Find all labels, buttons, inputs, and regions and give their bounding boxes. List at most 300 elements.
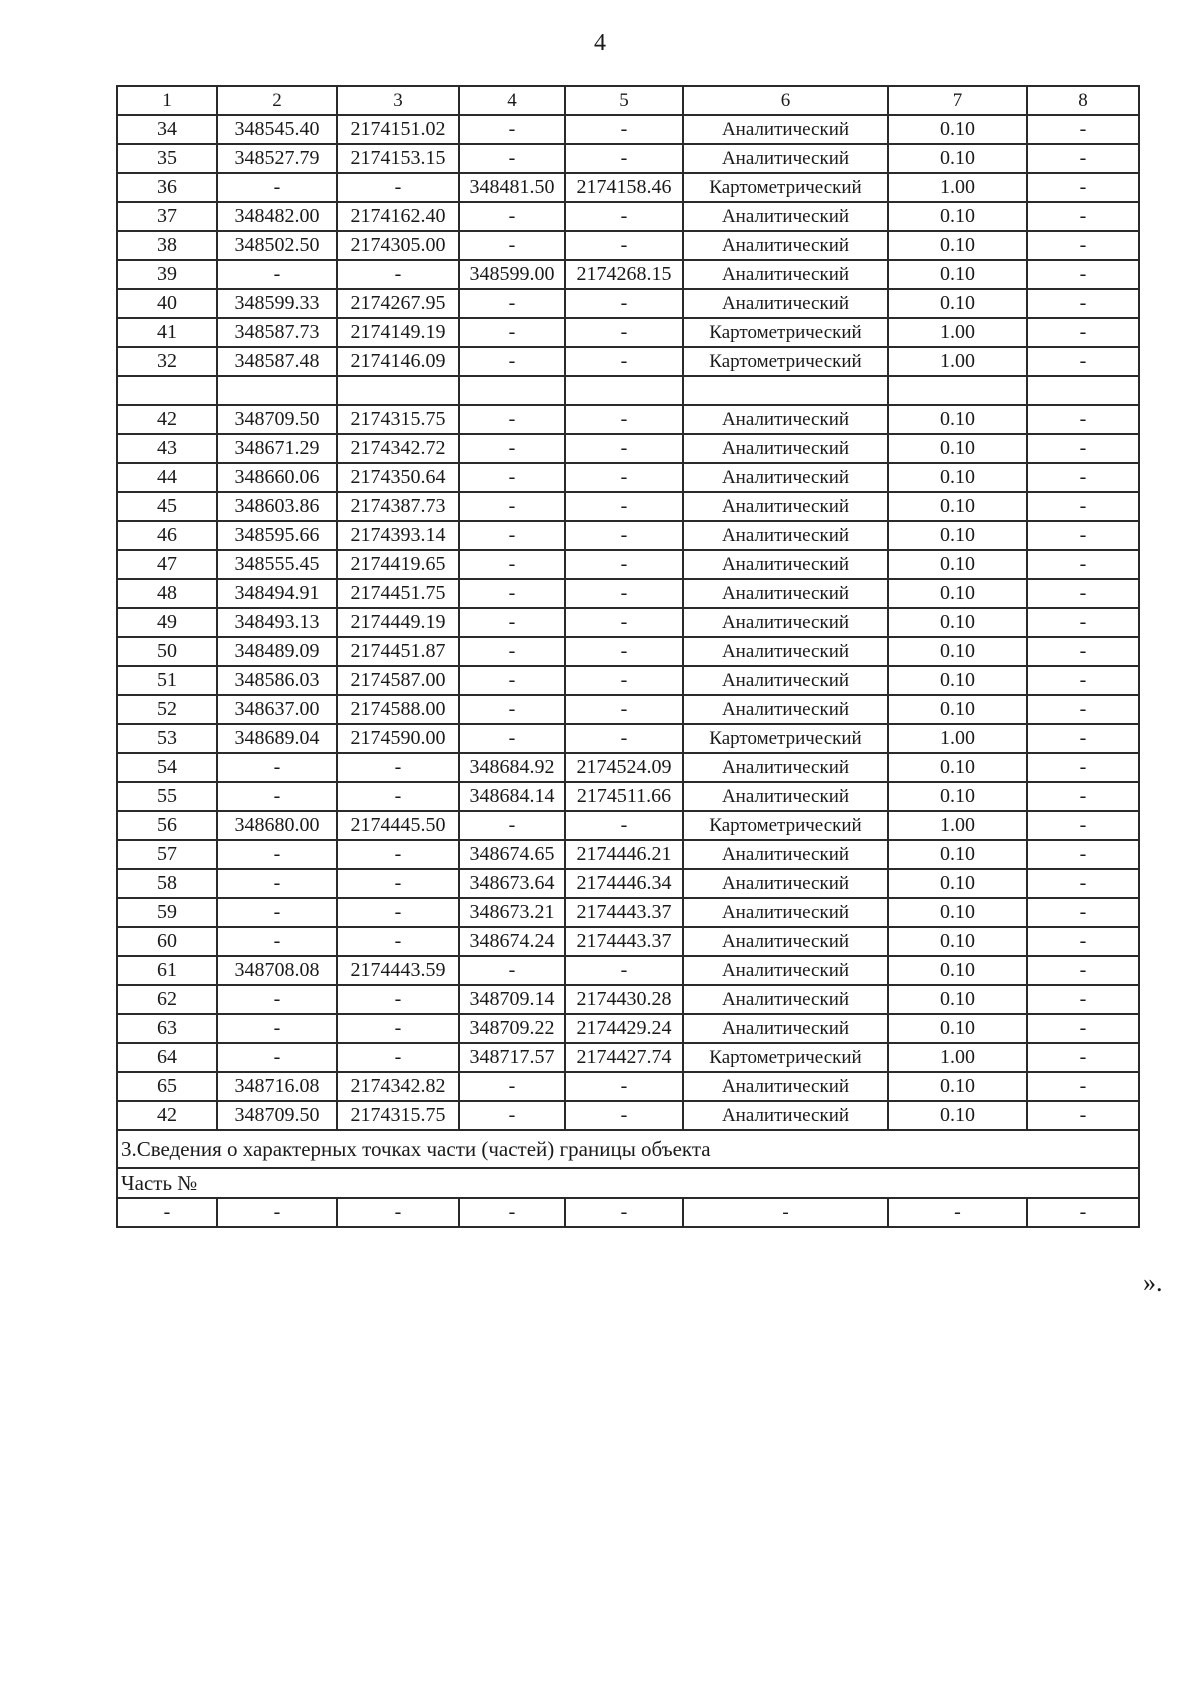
cell-col-8: - (1027, 347, 1139, 376)
cell-col-5: 2174427.74 (565, 1043, 683, 1072)
cell-col-4: - (459, 521, 565, 550)
cell-col-6: 6 (683, 86, 888, 115)
cell-col-4: 348684.92 (459, 753, 565, 782)
cell-col-3: 2174315.75 (337, 405, 459, 434)
coordinates-table (116, 85, 1140, 1228)
cell-col-4: - (459, 434, 565, 463)
cell-col-6: Аналитический (683, 898, 888, 927)
cell-col-6: Аналитический (683, 753, 888, 782)
cell-col-5: 2174446.34 (565, 869, 683, 898)
cell-col-3: 2174449.19 (337, 608, 459, 637)
cell-col-7: 0.10 (888, 289, 1027, 318)
table-row (117, 811, 1139, 840)
cell-col-6: Аналитический (683, 463, 888, 492)
cell-col-8: - (1027, 173, 1139, 202)
cell-col-2: - (217, 1198, 337, 1227)
cell-col-7: 1.00 (888, 318, 1027, 347)
cell-col-3: 2174342.82 (337, 1072, 459, 1101)
cell-col-7: - (888, 1198, 1027, 1227)
cell-col-7: 0.10 (888, 434, 1027, 463)
table-row (117, 666, 1139, 695)
cell-col-5: - (565, 463, 683, 492)
cell-col-4: - (459, 1072, 565, 1101)
table-row (117, 1014, 1139, 1043)
cell-col-2: 348595.66 (217, 521, 337, 550)
cell-col-4: - (459, 811, 565, 840)
cell-col-5: 2174268.15 (565, 260, 683, 289)
cell-col-4: - (459, 405, 565, 434)
cell-col-7: 0.10 (888, 463, 1027, 492)
cell-col-1: 43 (117, 434, 217, 463)
cell-col-5: - (565, 724, 683, 753)
cell-col-8: - (1027, 724, 1139, 753)
cell-col-3: - (337, 1014, 459, 1043)
cell-col-7: 1.00 (888, 811, 1027, 840)
cell-col-8: - (1027, 550, 1139, 579)
cell-col-7: 0.10 (888, 202, 1027, 231)
cell-col-3: 2174588.00 (337, 695, 459, 724)
cell-col-6: Аналитический (683, 521, 888, 550)
cell-col-4: - (459, 608, 565, 637)
cell-col-8: - (1027, 840, 1139, 869)
cell-col-8 (1027, 376, 1139, 405)
cell-col-1: 53 (117, 724, 217, 753)
cell-col-5: - (565, 1101, 683, 1130)
cell-col-5: - (565, 405, 683, 434)
cell-col-5: 2174443.37 (565, 898, 683, 927)
cell-col-2: 348502.50 (217, 231, 337, 260)
cell-col-8: - (1027, 985, 1139, 1014)
cell-col-6: Аналитический (683, 840, 888, 869)
cell-col-6: Аналитический (683, 231, 888, 260)
cell-col-6: Аналитический (683, 405, 888, 434)
cell-col-5 (565, 376, 683, 405)
cell-col-6: Картометрический (683, 724, 888, 753)
cell-col-2: 348709.50 (217, 1101, 337, 1130)
cell-col-3: 2174315.75 (337, 1101, 459, 1130)
cell-col-4: 348674.65 (459, 840, 565, 869)
cell-col-2: - (217, 173, 337, 202)
cell-col-4: 348673.21 (459, 898, 565, 927)
cell-col-7: 0.10 (888, 898, 1027, 927)
table-row (117, 608, 1139, 637)
cell-col-1: 45 (117, 492, 217, 521)
cell-col-8: 8 (1027, 86, 1139, 115)
cell-col-5: - (565, 608, 683, 637)
table-row (117, 898, 1139, 927)
cell-col-7: 0.10 (888, 1014, 1027, 1043)
cell-col-3: - (337, 840, 459, 869)
cell-col-7: 0.10 (888, 985, 1027, 1014)
cell-col-2: - (217, 753, 337, 782)
cell-col-5: - (565, 434, 683, 463)
cell-col-2: 348708.08 (217, 956, 337, 985)
cell-col-7: 0.10 (888, 550, 1027, 579)
cell-col-6: Аналитический (683, 115, 888, 144)
cell-col-5: - (565, 492, 683, 521)
cell-col-3: - (337, 927, 459, 956)
cell-col-8: - (1027, 405, 1139, 434)
cell-col-7: 7 (888, 86, 1027, 115)
cell-col-3: 2174445.50 (337, 811, 459, 840)
table-row (117, 231, 1139, 260)
cell-col-2: 348482.00 (217, 202, 337, 231)
cell-col-7: 0.10 (888, 144, 1027, 173)
cell-col-6: Аналитический (683, 869, 888, 898)
cell-col-7: 0.10 (888, 840, 1027, 869)
cell-col-5: - (565, 318, 683, 347)
cell-col-8: - (1027, 463, 1139, 492)
cell-col-3: 2174153.15 (337, 144, 459, 173)
table-row (117, 260, 1139, 289)
cell-col-1: 63 (117, 1014, 217, 1043)
cell-col-6: - (683, 1198, 888, 1227)
cell-col-6: Аналитический (683, 956, 888, 985)
cell-col-5: - (565, 115, 683, 144)
cell-col-6: Аналитический (683, 666, 888, 695)
cell-col-1: 42 (117, 405, 217, 434)
cell-col-5: - (565, 1072, 683, 1101)
cell-col-1: 48 (117, 579, 217, 608)
cell-col-8: - (1027, 782, 1139, 811)
cell-col-4: - (459, 492, 565, 521)
cell-col-6: Картометрический (683, 347, 888, 376)
cell-col-2: - (217, 1014, 337, 1043)
cell-col-8: - (1027, 434, 1139, 463)
cell-col-1: 38 (117, 231, 217, 260)
cell-col-1: 1 (117, 86, 217, 115)
cell-col-2: - (217, 260, 337, 289)
cell-col-5: - (565, 666, 683, 695)
cell-col-8: - (1027, 1072, 1139, 1101)
cell-col-5: 2174446.21 (565, 840, 683, 869)
cell-col-6: Картометрический (683, 1043, 888, 1072)
cell-col-8: - (1027, 1014, 1139, 1043)
cell-col-4: 348674.24 (459, 927, 565, 956)
table-row (117, 840, 1139, 869)
cell-col-8: - (1027, 144, 1139, 173)
part-label: Часть № (117, 1168, 1139, 1198)
cell-col-1: 52 (117, 695, 217, 724)
table-row (117, 173, 1139, 202)
cell-col-4: 348709.22 (459, 1014, 565, 1043)
cell-col-1: 54 (117, 753, 217, 782)
cell-col-6: Аналитический (683, 1072, 888, 1101)
cell-col-7: 1.00 (888, 173, 1027, 202)
cell-col-3: - (337, 1043, 459, 1072)
cell-col-5: - (565, 289, 683, 318)
table-row (117, 724, 1139, 753)
table-row (117, 869, 1139, 898)
cell-col-1: 51 (117, 666, 217, 695)
cell-col-1: 47 (117, 550, 217, 579)
cell-col-3: - (337, 260, 459, 289)
cell-col-6: Картометрический (683, 318, 888, 347)
cell-col-1: - (117, 1198, 217, 1227)
cell-col-3: - (337, 985, 459, 1014)
cell-col-5: - (565, 231, 683, 260)
section-title: 3.Сведения о характерных точках части (частей) границы объекта (117, 1130, 1139, 1168)
cell-col-3: 2174387.73 (337, 492, 459, 521)
table-row (117, 695, 1139, 724)
table-row (117, 115, 1139, 144)
cell-col-8: - (1027, 579, 1139, 608)
cell-col-2: 348494.91 (217, 579, 337, 608)
cell-col-2: - (217, 840, 337, 869)
cell-col-5: 2174429.24 (565, 1014, 683, 1043)
cell-col-4: 348673.64 (459, 869, 565, 898)
cell-col-1: 39 (117, 260, 217, 289)
cell-col-5: 2174511.66 (565, 782, 683, 811)
cell-col-2: - (217, 1043, 337, 1072)
table-row (117, 985, 1139, 1014)
cell-col-8: - (1027, 927, 1139, 956)
cell-col-7: 0.10 (888, 115, 1027, 144)
cell-col-8: - (1027, 869, 1139, 898)
cell-col-7: 0.10 (888, 695, 1027, 724)
cell-col-5: - (565, 144, 683, 173)
cell-col-3: 2174151.02 (337, 115, 459, 144)
cell-col-4: - (459, 695, 565, 724)
table-row (117, 434, 1139, 463)
table-row (117, 521, 1139, 550)
cell-col-1: 34 (117, 115, 217, 144)
cell-col-2: - (217, 927, 337, 956)
cell-col-1: 36 (117, 173, 217, 202)
cell-col-4: - (459, 144, 565, 173)
cell-col-7: 0.10 (888, 579, 1027, 608)
cell-col-2: 348586.03 (217, 666, 337, 695)
cell-col-8: - (1027, 1101, 1139, 1130)
cell-col-1: 61 (117, 956, 217, 985)
cell-col-3: 2174587.00 (337, 666, 459, 695)
cell-col-3: - (337, 898, 459, 927)
closing-quote: ». (1143, 1268, 1163, 1297)
cell-col-3: 2174419.65 (337, 550, 459, 579)
cell-col-3: 2174305.00 (337, 231, 459, 260)
cell-col-7: 0.10 (888, 1101, 1027, 1130)
cell-col-4: - (459, 289, 565, 318)
cell-col-4: 348599.00 (459, 260, 565, 289)
cell-col-6: Аналитический (683, 144, 888, 173)
cell-col-6: Аналитический (683, 492, 888, 521)
cell-col-8: - (1027, 956, 1139, 985)
cell-col-4: - (459, 724, 565, 753)
cell-col-2: 348545.40 (217, 115, 337, 144)
cell-col-1: 46 (117, 521, 217, 550)
cell-col-6: Аналитический (683, 985, 888, 1014)
cell-col-3: 2174443.59 (337, 956, 459, 985)
cell-col-3: 2174451.75 (337, 579, 459, 608)
cell-col-5: 2174430.28 (565, 985, 683, 1014)
cell-col-2: - (217, 782, 337, 811)
cell-col-3: - (337, 869, 459, 898)
cell-col-8: - (1027, 260, 1139, 289)
cell-col-2: 348716.08 (217, 1072, 337, 1101)
cell-col-2: 2 (217, 86, 337, 115)
cell-col-3: 2174350.64 (337, 463, 459, 492)
cell-col-1: 41 (117, 318, 217, 347)
cell-col-6: Аналитический (683, 695, 888, 724)
cell-col-4: - (459, 956, 565, 985)
cell-col-1: 57 (117, 840, 217, 869)
cell-col-2: 348660.06 (217, 463, 337, 492)
cell-col-8: - (1027, 231, 1139, 260)
cell-col-6: Аналитический (683, 550, 888, 579)
cell-col-2: 348603.86 (217, 492, 337, 521)
cell-col-7: 0.10 (888, 637, 1027, 666)
cell-col-4: - (459, 463, 565, 492)
cell-col-7: 0.10 (888, 666, 1027, 695)
cell-col-1 (117, 376, 217, 405)
cell-col-5: - (565, 956, 683, 985)
cell-col-8: - (1027, 289, 1139, 318)
cell-col-8: - (1027, 666, 1139, 695)
cell-col-6: Картометрический (683, 173, 888, 202)
cell-col-2: 348689.04 (217, 724, 337, 753)
cell-col-8: - (1027, 492, 1139, 521)
part-label-row (117, 1168, 1139, 1198)
cell-col-4: 348481.50 (459, 173, 565, 202)
cell-col-6: Аналитический (683, 579, 888, 608)
cell-col-1: 42 (117, 1101, 217, 1130)
cell-col-6: Аналитический (683, 1101, 888, 1130)
cell-col-6: Аналитический (683, 260, 888, 289)
section-title-row (117, 1130, 1139, 1168)
table-row (117, 1072, 1139, 1101)
cell-col-5: 5 (565, 86, 683, 115)
cell-col-5: - (565, 347, 683, 376)
table-row (117, 463, 1139, 492)
cell-col-1: 55 (117, 782, 217, 811)
cell-col-2: 348493.13 (217, 608, 337, 637)
cell-col-7: 0.10 (888, 608, 1027, 637)
table-row (117, 376, 1139, 405)
table-row (117, 753, 1139, 782)
table-row (117, 956, 1139, 985)
cell-col-7: 1.00 (888, 724, 1027, 753)
cell-col-2: - (217, 898, 337, 927)
cell-col-2: - (217, 869, 337, 898)
cell-col-4: - (459, 550, 565, 579)
cell-col-8: - (1027, 521, 1139, 550)
cell-col-8: - (1027, 202, 1139, 231)
table-row (117, 492, 1139, 521)
cell-col-7: 0.10 (888, 782, 1027, 811)
cell-col-7: 0.10 (888, 1072, 1027, 1101)
cell-col-3: 2174146.09 (337, 347, 459, 376)
cell-col-1: 35 (117, 144, 217, 173)
cell-col-4 (459, 376, 565, 405)
cell-col-8: - (1027, 1198, 1139, 1227)
cell-col-1: 64 (117, 1043, 217, 1072)
cell-col-7: 0.10 (888, 492, 1027, 521)
cell-col-3: 3 (337, 86, 459, 115)
table-row (117, 202, 1139, 231)
table-row (117, 1043, 1139, 1072)
cell-col-3: 2174267.95 (337, 289, 459, 318)
table-row (117, 782, 1139, 811)
table-row (117, 927, 1139, 956)
cell-col-4: 348709.14 (459, 985, 565, 1014)
cell-col-2: 348555.45 (217, 550, 337, 579)
cell-col-1: 50 (117, 637, 217, 666)
cell-col-7: 0.10 (888, 956, 1027, 985)
cell-col-5: 2174158.46 (565, 173, 683, 202)
cell-col-5: - (565, 1198, 683, 1227)
cell-col-7: 0.10 (888, 521, 1027, 550)
cell-col-1: 49 (117, 608, 217, 637)
cell-col-7: 0.10 (888, 869, 1027, 898)
cell-col-3: 2174393.14 (337, 521, 459, 550)
cell-col-6 (683, 376, 888, 405)
cell-col-3: 2174451.87 (337, 637, 459, 666)
cell-col-5: 2174443.37 (565, 927, 683, 956)
cell-col-8: - (1027, 637, 1139, 666)
cell-col-1: 40 (117, 289, 217, 318)
cell-col-3: - (337, 173, 459, 202)
header-row (117, 86, 1139, 115)
cell-col-8: - (1027, 695, 1139, 724)
cell-col-3: - (337, 1198, 459, 1227)
cell-col-2: 348671.29 (217, 434, 337, 463)
cell-col-2: 348527.79 (217, 144, 337, 173)
cell-col-2: 348599.33 (217, 289, 337, 318)
cell-col-6: Аналитический (683, 637, 888, 666)
cell-col-6: Аналитический (683, 782, 888, 811)
cell-col-4: - (459, 202, 565, 231)
cell-col-7: 0.10 (888, 405, 1027, 434)
table-row (117, 637, 1139, 666)
cell-col-3: - (337, 753, 459, 782)
cell-col-8: - (1027, 1043, 1139, 1072)
cell-col-5: - (565, 521, 683, 550)
cell-col-6: Аналитический (683, 202, 888, 231)
cell-col-2: 348680.00 (217, 811, 337, 840)
cell-col-6: Картометрический (683, 811, 888, 840)
table-row (117, 289, 1139, 318)
cell-col-6: Аналитический (683, 1014, 888, 1043)
cell-col-3 (337, 376, 459, 405)
cell-col-1: 59 (117, 898, 217, 927)
cell-col-8: - (1027, 115, 1139, 144)
cell-col-8: - (1027, 608, 1139, 637)
table-row (117, 1101, 1139, 1130)
cell-col-4: 4 (459, 86, 565, 115)
cell-col-1: 60 (117, 927, 217, 956)
cell-col-4: - (459, 1198, 565, 1227)
cell-col-1: 58 (117, 869, 217, 898)
cell-col-4: 348684.14 (459, 782, 565, 811)
cell-col-4: - (459, 231, 565, 260)
cell-col-1: 65 (117, 1072, 217, 1101)
cell-col-6: Аналитический (683, 927, 888, 956)
cell-col-2: 348637.00 (217, 695, 337, 724)
cell-col-3: - (337, 782, 459, 811)
cell-col-5: - (565, 550, 683, 579)
cell-col-4: - (459, 637, 565, 666)
cell-col-7: 0.10 (888, 753, 1027, 782)
table-row (117, 579, 1139, 608)
cell-col-3: 2174342.72 (337, 434, 459, 463)
cell-col-5: - (565, 695, 683, 724)
table-body (117, 86, 1139, 1227)
cell-col-5: - (565, 579, 683, 608)
cell-col-7: 1.00 (888, 1043, 1027, 1072)
table-row (117, 405, 1139, 434)
cell-col-6: Аналитический (683, 434, 888, 463)
cell-col-1: 37 (117, 202, 217, 231)
